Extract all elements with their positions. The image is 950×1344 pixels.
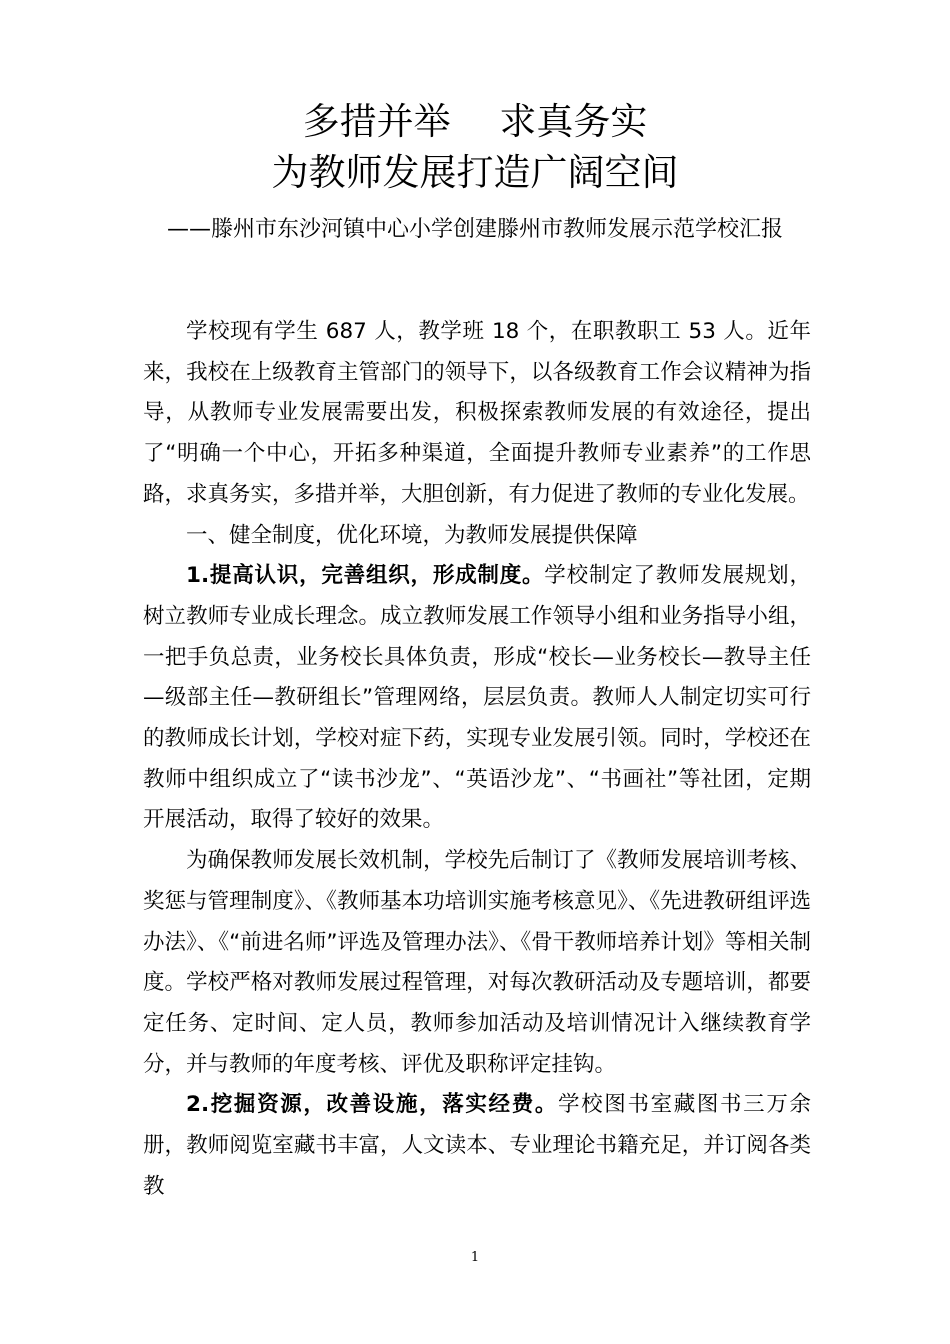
paragraph-point-1 bbox=[143, 556, 811, 841]
paragraph-text: 为确保教师发展长效机制，学校先后制订了《教师发展培训考核、奖惩与管理制度》、《教师基本功培训实施考核意见》、《先进教研组评选办法》、《“前进名师”评选及管理办法》、《骨干教师培养计划》等相关制度。学校严格对教师发展过程管理，对每次教研活动及专题培训，都要定任务、定时间、定人员，教师参加活动及培训情况计入继续教育学分，并与教师的年度考核、评优及职称评定挂钩。 bbox=[143, 848, 811, 1077]
document-title-line-2: 为教师发展打造广阔空间 bbox=[271, 151, 679, 194]
paragraph-text: 学校制定了教师发展规划，树立教师专业成长理念。成立教师发展工作领导小组和业务指导小组，一把手负总责，业务校长具体负责，形成“校长—业务校长—教导主任—级部主任—教研组长”管理网络，层层负责。教师人人制定切实可行的教师成长计划，学校对症下药，实现专业发展引领。同时，学校还在教师中组织成立了“读书沙龙”、“英语沙龙”、“书画社”等社团，定期开展活动，取得了较好的效果。 bbox=[143, 563, 811, 833]
document-subtitle: ——滕州市东沙河镇中心小学创建滕州市教师发展示范学校汇报 bbox=[166, 217, 783, 242]
paragraph-lead: 1.提高认识，完善组织，形成制度。 bbox=[186, 563, 545, 589]
paragraph-text: 学校现有学生 687 人，教学班 18 个，在职教职工 53 人。近年来，我校在上级教育主管部门的领导下，以各级教育工作会议精神为指导，从教师专业发展需要出发，积极探索教师发展的有效途径，提出了“明确一个中心，开拓多种渠道，全面提升教师专业素养”的工作思路，求真务实，多措并举，大胆创新，有力促进了教师的专业化发展。 bbox=[143, 319, 811, 507]
document-body bbox=[143, 312, 811, 1207]
paragraph-text: 学校图书室藏图书三万余册，教师阅览室藏书丰富，人文读本、专业理论书籍充足，并订阅各类教 bbox=[143, 1092, 811, 1199]
paragraph-intro bbox=[143, 312, 811, 516]
paragraph-point-2 bbox=[143, 1085, 811, 1207]
paragraph-lead: 2.挖掘资源，改善设施，落实经费。 bbox=[186, 1092, 558, 1118]
paragraph-text: 一、健全制度，优化环境，为教师发展提供保障 bbox=[186, 522, 638, 548]
paragraph-mechanism bbox=[143, 841, 811, 1085]
section-heading-1 bbox=[143, 516, 811, 557]
page-number: 1 bbox=[470, 1250, 480, 1265]
document-title-line-1: 多措并举 求真务实 bbox=[302, 100, 648, 143]
